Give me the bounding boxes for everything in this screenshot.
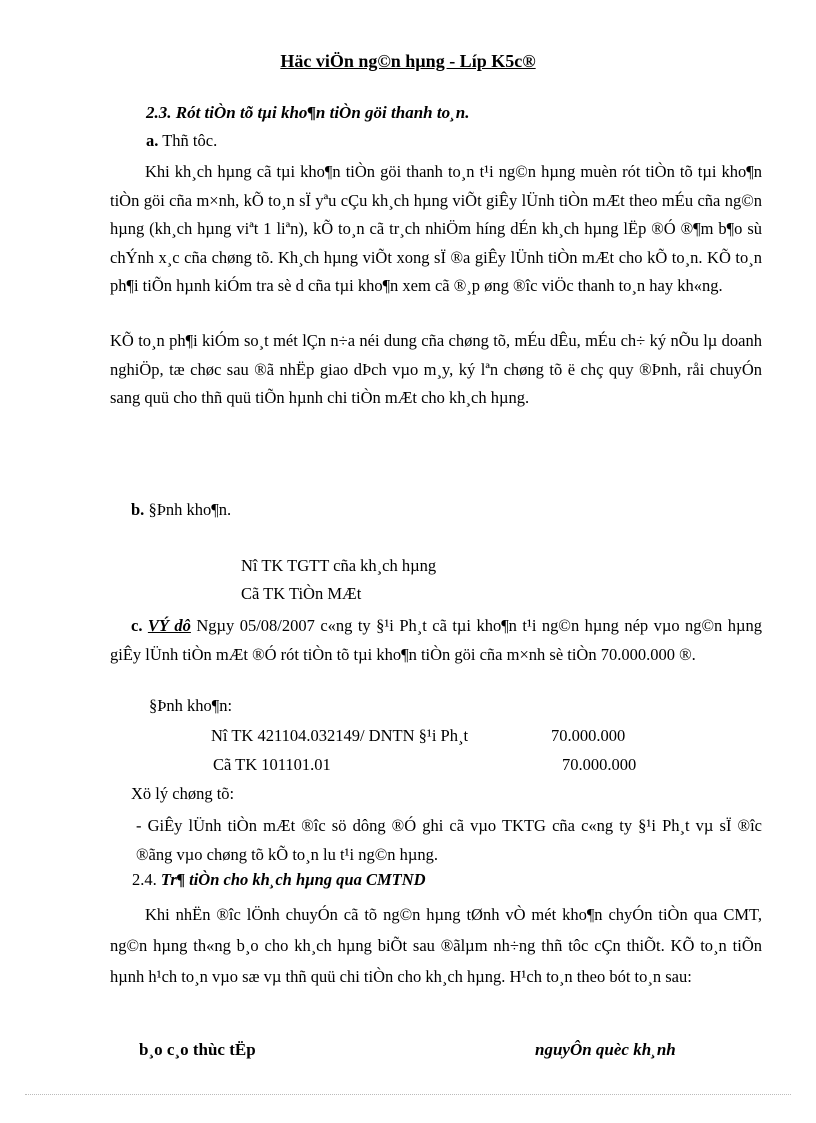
section-2-4-prefix: 2.4. <box>132 870 157 889</box>
example-title: VÝ dô <box>147 616 191 635</box>
example-paragraph <box>110 612 762 669</box>
document-handling-label: Xö lý chøng tõ: <box>131 784 235 803</box>
sub-a-label: a. <box>146 131 159 150</box>
footer-left: b¸o c¸o thùc tËp <box>139 1040 256 1059</box>
document-handling-text: - GiÊy lÜnh tiÒn mÆt ®îc sö dông ®Ó ghi cã vµo TKTG cña c«ng ty §¹i Ph¸t vµ sÏ ®îc ®ãng vµo chøng tõ kÕ to¸n lu t¹i ng©n hµng. <box>136 816 762 864</box>
paragraph-1-text: Khi kh¸ch hµng cã tµi kho¶n tiÒn göi thanh to¸n t¹i ng©n hµng muèn rót tiÒn tõ tµi kho¶n tiÒn göi cña m×nh, kÕ to¸n sÏ yªu cÇu kh¸ch hµng viÕt giÊy lÜnh tiÒn mÆt theo mÉu cña ng©n hµng (kh¸ch hµng viªt 1 liªn), kÕ to¸n cã tr¸ch nhiÖm híng dÉn kh¸ch hµng lËp ®Ó ®¶m b¶o sù chÝnh x¸c cña chøng tõ. Kh¸ch hµng viÕt xong sÏ ®a giÊy lÜnh tiÒn mÆt cho kÕ to¸n. KÕ to¸n ph¶i tiÕn hµnh kiÓm tra sè d cña tµi kho¶n xem cã ®¸p øng ®îc viÖc thanh to¸n hay kh«ng. <box>110 162 762 295</box>
page-header <box>0 51 816 72</box>
section-2-4-title <box>132 870 426 890</box>
example-credit-account: Cã TK 101101.01 <box>213 755 331 774</box>
section-2-4-text: Khi nhËn ®îc lÖnh chuyÓn cã tõ ng©n hµng tØnh vÒ mét kho¶n chyÓn tiÒn qua CMT, ng©n hµng th«ng b¸o cho kh¸ch hµng biÕt sau ®ãlµm nh÷ng thñ tôc cÇn thiÕt. KÕ to¸n tiÕn hµnh h¹ch to¸n vµo sæ vµ thñ quü chi tiÒn cho kh¸ch hµng. H¹ch to¸n theo bót to¸n sau: <box>110 905 762 986</box>
paragraph-2-text: KÕ to¸n ph¶i kiÓm so¸t mét lÇn n÷a néi dung cña chøng tõ, mÉu dÊu, mÉu ch÷ ký nÕu lµ doanh nghiÖp, tæ chøc sau ®ã nhËp giao dÞch vµo m¸y, ký lªn chøng tõ ë chç quy ®Þnh, råi chuyÓn sang quü cho thñ quü tiÕn hµnh chi tiÒn mÆt cho kh¸ch hµng. <box>110 331 762 407</box>
example-dk-label: §Þnh kho¶n: <box>149 696 233 715</box>
entry-credit-line: Cã TK TiÒn MÆt <box>241 584 362 603</box>
sub-b-text: §Þnh kho¶n. <box>148 500 232 519</box>
header-text: Häc viÖn ng©n hµng - Líp K5c® <box>280 51 536 71</box>
sub-b-label: b. <box>131 500 145 519</box>
section-2-3-title: 2.3. Rót tiÒn tõ tµi kho¶n tiÒn göi thanh to¸n. <box>146 103 470 122</box>
example-text: Ngµy 05/08/2007 c«ng ty §¹i Ph¸t cã tµi kho¶n t¹i ng©n hµng nép vµo ng©n hµng giÊy lÜnh tiÒn mÆt ®Ó rót tiÒn tõ tµi kho¶n tiÒn göi cña m×nh sè tiÒn 70.000.000 ®. <box>110 616 762 664</box>
sub-a-text: Thñ tôc. <box>162 131 218 150</box>
entry-debit-line: Nî TK TGTT cña kh¸ch hµng <box>241 556 437 575</box>
footer-right: nguyÔn quèc kh¸nh <box>535 1040 676 1059</box>
section-2-4-paragraph <box>110 899 762 992</box>
section-2-4-heading: Tr¶ tiÒn cho kh¸ch hµng qua CMTND <box>160 870 426 889</box>
page-bottom-rule <box>25 1094 791 1095</box>
example-debit-account: Nî TK 421104.032149/ DNTN §¹i Ph¸t <box>211 726 469 745</box>
sub-c-label: c. <box>131 616 143 635</box>
paragraph-1 <box>110 158 762 301</box>
paragraph-2 <box>110 327 762 413</box>
sub-a <box>146 131 217 151</box>
sub-b <box>131 500 231 520</box>
example-debit-amount: 70.000.000 <box>551 726 626 745</box>
example-credit-amount: 70.000.000 <box>562 755 637 774</box>
